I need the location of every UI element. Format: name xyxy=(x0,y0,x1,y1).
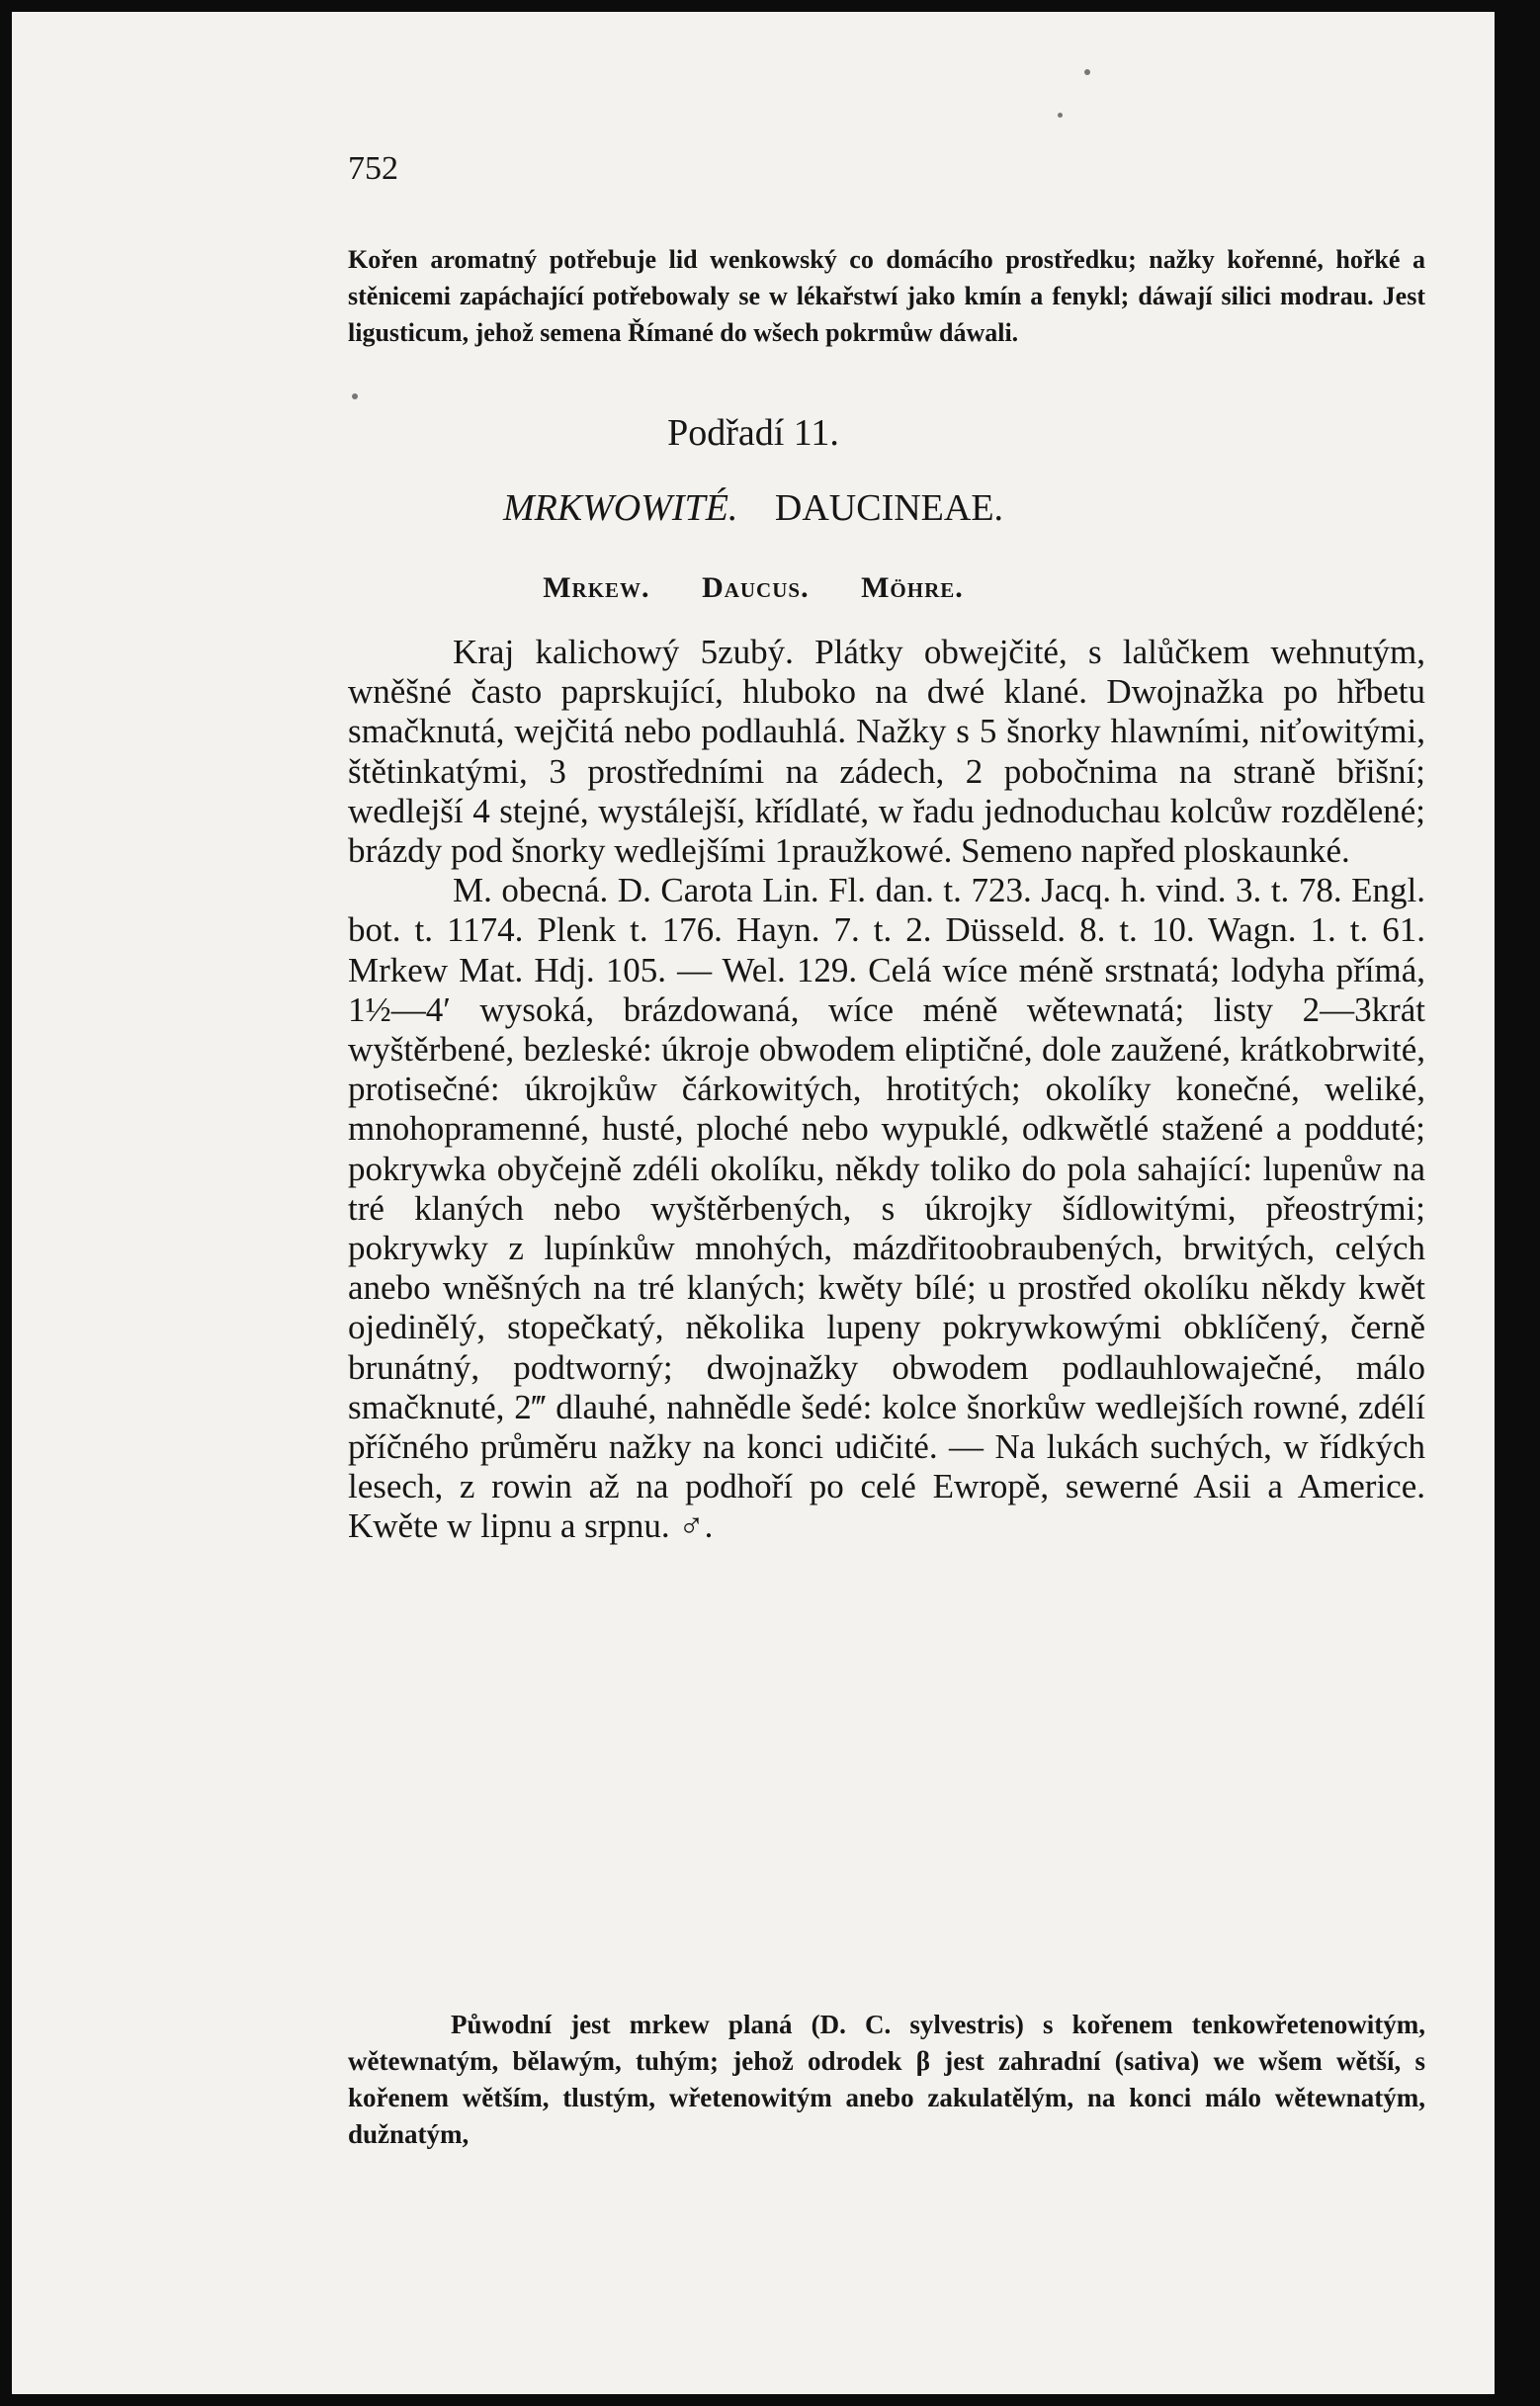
book-page xyxy=(12,12,1495,2394)
paper-speck xyxy=(1058,113,1063,118)
genus-name-czech: Mrkew. xyxy=(543,571,650,604)
paper-speck xyxy=(352,393,358,399)
species-references: M. obecná. D. Carota Lin. Fl. dan. t. 723. Jacq. h. vind. 3. t. 78. Engl. bot. t. 1174. Plenk t. 176. Hayn. 7. t. 2. Düsseld. 8. t. 10. Wagn. 1. t. 61. Mrkew Mat. Hdj. 105. — Wel. 129. xyxy=(348,871,1425,989)
intro-paragraph: Kořen aromatný potřebuje lid wenkowský co domácího prostředku; nažky kořenné, hořké a stěnicemi zapáchající potřebowaly se w lékařstwí jako kmín a fenykl; dáwají silici modrau. Jest ligusticum, jehož semena Římané do wšech pokrmůw dáwali. xyxy=(348,245,1425,347)
paper-speck xyxy=(1084,69,1090,75)
main-text xyxy=(348,633,1425,1547)
species-paragraph xyxy=(348,871,1425,1546)
genus-description: Kraj kalichowý 5zubý. Plátky obwejčité, s lalůčkem wehnutým, wněšné často paprskující, hluboko na dwé klané. Dwojnažka po hřbetu smačknutá, wejčitá nebo podlauhlá. Nažky s 5 šnorky hlawními, niťowitými, štětinkatými, 3 prostředními na zádech, 2 pobočnima na straně břišní; wedlejší 4 stejné, wystálejší, křídlaté, w řadu jednoduchau kolcůw rozdělené; brázdy pod šnorky wedlejšími 1praužkowé. Semeno napřed ploskaunké. xyxy=(348,633,1425,871)
page-number: 752 xyxy=(348,150,398,187)
genus-name-latin: Daucus. xyxy=(702,571,810,604)
family-name-czech: MRKWOWITÉ. xyxy=(502,487,738,529)
family-heading xyxy=(12,486,1495,530)
genus-name-german: Möhre. xyxy=(861,571,964,604)
family-name-latin: DAUCINEAE. xyxy=(774,487,1004,529)
suborder-heading: Podřadí 11. xyxy=(667,412,839,454)
footnote xyxy=(348,2007,1425,2153)
genus-heading xyxy=(12,571,1495,605)
footnote-text: Půwodní jest mrkew planá (D. C. sylvestris) s kořenem tenkowřetenowitým, wětewnatým, bělawým, tuhým; jehož odrodek β jest zahradní (sativa) we wšem wětší, s kořenem wětším, tlustým, wřetenowitým anebo zakulatělým, na konci málo wětewnatým, dužnatým, xyxy=(348,2010,1425,2149)
species-description: Celá wíce méně srstnatá; lodyha přímá, 1½—4′ wysoká, brázdowaná, wíce méně wětewnatá; listy 2—3krát wyštěrbené, bezleské: úkroje obwodem eliptičné, dole zaužené, krátkobrwité, protisečné: úkrojkůw čárkowitých, hrotitých; okolíky konečné, weliké, mnohopramenné, husté, ploché nebo wypuklé, odkwětlé stažené a podduté; pokrywka obyčejně zdéli okolíku, někdy toliko do pola sahající: lupenůw na tré klaných nebo wyštěrbených, s úkrojky šídlowitými, přeostrými; pokrywky z lupínkůw mnohých, mázdřitoobraubených, brwitých, celých anebo wněšných na tré klaných; kwěty bílé; u prostřed okolíku někdy kwět ojedinělý, stopečkatý, několika lupeny pokrywkowými obklíčený, černě brunátný, podtworný; dwojnažky obwodem podlauhlowaječné, málo smačknuté, 2‴ dlauhé, nahnědle šedé: kolce šnorkůw wedlejších rowné, zdélí příčného průměru nažky na konci udičité. — Na lukách suchých, w řídkých lesech, z rowin až na podhoří po celé Ewropě, sewerné Asii a Americe. Kwěte w lipnu a srpnu. ♂. xyxy=(348,950,1425,1546)
